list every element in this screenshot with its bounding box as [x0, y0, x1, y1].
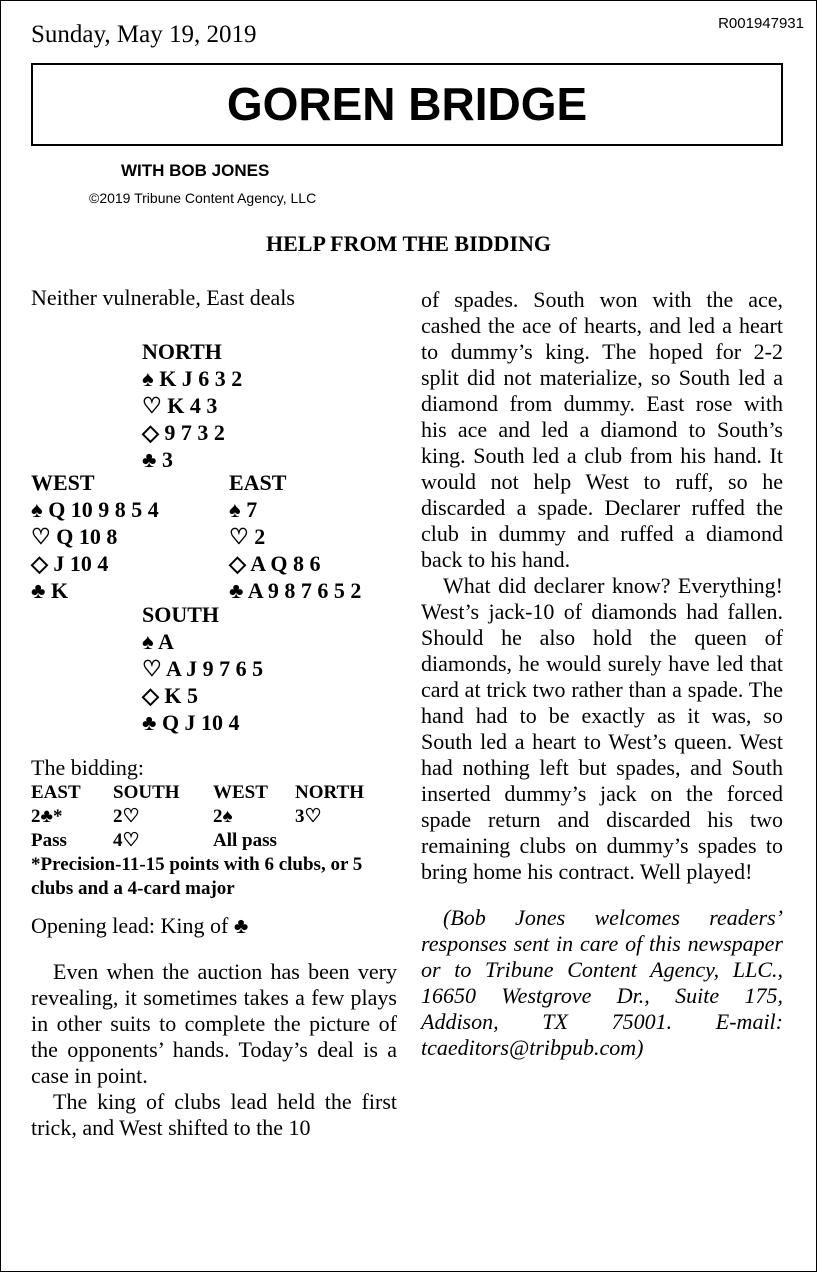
article-paragraph-2-continued: of spades. South won with the ace, cashed the ace of hearts, and led a heart to dummy’s king. The hoped for 2-2 split did not materialize, so South led a diamond from dummy. East rose with his ace and led a diamond to South’s king. South led a club from his hand. It would not help West to ruff, so he discarded a spade. Declarer ruffed the club in dummy and ruffed a diamond back to his hand. — [421, 287, 783, 572]
bid-cell: 2♡ — [113, 806, 140, 827]
north-label: NORTH — [142, 339, 222, 364]
copyright-notice: ©2019 Tribune Content Agency, LLC — [89, 190, 317, 206]
bidding-header-row — [31, 781, 397, 805]
bid-header-south: SOUTH — [113, 782, 180, 803]
bid-header-east: EAST — [31, 782, 81, 803]
east-hand — [229, 469, 361, 604]
deal-conditions: Neither vulnerable, East deals — [31, 285, 295, 310]
east-label: EAST — [229, 470, 287, 495]
article-code: R001947931 — [718, 15, 804, 32]
article-paragraph-3: What did declarer know? Everything! West’s jack-10 of diamonds had fallen. Should he also hold the queen of diamonds, he would surely have led that card at trick two rather than a spade. The hand had to be exactly as it was, so South led a heart to West’s queen. West had nothing left but spades, and South inserted dummy’s jack on the forced spade return and discarded his two remaining clubs on dummy’s spades to bring home his contract. Well played! — [421, 573, 783, 884]
bid-cell: 3♡ — [295, 806, 322, 827]
bid-cell: Pass — [31, 830, 67, 851]
west-clubs: ♣ K — [31, 578, 69, 603]
south-diamonds: ◇ K 5 — [142, 683, 199, 708]
opening-lead: Opening lead: King of ♣ — [31, 913, 249, 938]
right-column — [421, 287, 783, 1061]
south-clubs: ♣ Q J 10 4 — [142, 710, 240, 735]
east-diamonds: ◇ A Q 8 6 — [229, 551, 321, 576]
left-column — [31, 285, 397, 311]
west-label: WEST — [31, 470, 95, 495]
bid-cell: 2♠ — [213, 806, 233, 827]
article-paragraph-1: Even when the auction has been very revealing, it sometimes takes a few plays in other suits to complete the picture of the opponents’ hands. Today’s deal is a case in point. — [31, 959, 397, 1088]
north-hearts: ♡ K 4 3 — [142, 393, 218, 418]
north-hand — [142, 338, 242, 473]
author-note: (Bob Jones welcomes readers’ responses sent in care of this newspaper or to Tribune Content Agency, LLC., 16650 Westgrove Dr., Suite 175, Addison, TX 75001. E-mail: tcaeditors@tribpub.com) — [421, 905, 783, 1060]
south-spades: ♠ A — [142, 629, 174, 654]
column-title: GOREN BRIDGE — [226, 78, 588, 130]
north-clubs: ♣ 3 — [142, 447, 173, 472]
north-diamonds: ◇ 9 7 3 2 — [142, 420, 225, 445]
publication-date: Sunday, May 19, 2019 — [31, 21, 257, 48]
bid-cell: All pass — [213, 830, 277, 851]
south-hand — [142, 601, 263, 736]
west-spades: ♠ Q 10 9 8 5 4 — [31, 497, 159, 522]
bid-header-west: WEST — [213, 782, 268, 803]
bid-header-north: NORTH — [295, 782, 365, 803]
bidding-label: The bidding: — [31, 755, 145, 780]
bid-cell: 4♡ — [113, 830, 140, 851]
east-clubs: ♣ A 9 8 7 6 5 2 — [229, 578, 362, 603]
bidding-row — [31, 805, 397, 829]
east-spades: ♠ 7 — [229, 497, 258, 522]
west-diamonds: ◇ J 10 4 — [31, 551, 109, 576]
west-hand — [31, 469, 159, 604]
title-box — [31, 63, 783, 146]
article-paragraph-2-start: The king of clubs lead held the first trick, and West shifted to the 10 — [31, 1089, 397, 1140]
bidding-section — [31, 755, 397, 1141]
south-hearts: ♡ A J 9 7 6 5 — [142, 656, 264, 681]
bidding-footnote: *Precision-11-15 points with 6 clubs, or 5 clubs and a 4-card major — [31, 854, 363, 899]
bidding-row — [31, 829, 397, 853]
east-hearts: ♡ 2 — [229, 524, 266, 549]
north-spades: ♠ K J 6 3 2 — [142, 366, 243, 391]
south-label: SOUTH — [142, 602, 220, 627]
west-hearts: ♡ Q 10 8 — [31, 524, 118, 549]
bid-cell: 2♣* — [31, 806, 63, 827]
byline: WITH BOB JONES — [121, 161, 270, 180]
headline: HELP FROM THE BIDDING — [265, 231, 552, 256]
